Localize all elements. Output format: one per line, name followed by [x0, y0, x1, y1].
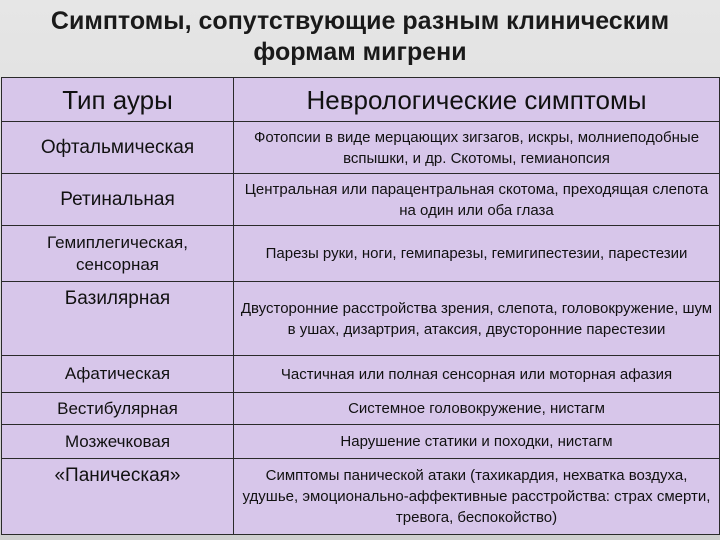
aura-type-cell: Офтальмическая — [2, 122, 234, 174]
table-row — [2, 393, 720, 425]
table-row — [2, 282, 720, 356]
symptom-cell: Центральная или парацентральная скотома, преходящая слепота на один или оба глаза — [234, 174, 720, 226]
header-neuro-symptoms: Неврологические симптомы — [234, 78, 720, 122]
symptom-cell: Двусторонние расстройства зрения, слепота, головокружение, шум в ушах, дизартрия, атаксия, двусторонние парестезии — [234, 282, 720, 356]
title-line-1: Симптомы, сопутствующие разным клиническим — [50, 7, 670, 35]
table-row — [2, 356, 720, 393]
symptom-cell: Системное головокружение, нистагм — [234, 393, 720, 425]
table-row — [2, 174, 720, 226]
symptoms-table — [1, 77, 720, 535]
table-row — [2, 459, 720, 535]
aura-type-cell: «Паническая» — [2, 459, 234, 535]
aura-type-cell: Ретинальная — [2, 174, 234, 226]
symptom-cell: Частичная или полная сенсорная или моторная афазия — [234, 356, 720, 393]
symptom-cell: Парезы руки, ноги, гемипарезы, гемигипестезии, парестезии — [234, 226, 720, 282]
title-line-2: формам мигрени — [253, 38, 467, 66]
symptom-cell: Симптомы панической атаки (тахикардия, нехватка воздуха, удушье, эмоционально-аффективные расстройства: страх смерти, тревога, беспокойство) — [234, 459, 720, 535]
aura-type-cell: Афатическая — [2, 356, 234, 393]
aura-type-cell: Вестибулярная — [2, 393, 234, 425]
symptom-cell: Фотопсии в виде мерцающих зигзагов, искры, молниеподобные вспышки, и др. Скотомы, гемианопсия — [234, 122, 720, 174]
symptom-cell: Нарушение статики и походки, нистагм — [234, 425, 720, 459]
table-row — [2, 425, 720, 459]
header-aura-type: Тип ауры — [2, 78, 234, 122]
aura-type-cell: Базилярная — [2, 282, 234, 356]
aura-type-cell: Мозжечковая — [2, 425, 234, 459]
table-row — [2, 226, 720, 282]
slide-title — [0, 6, 720, 68]
aura-type-cell: Гемиплегическая, сенсорная — [2, 226, 234, 282]
table-row — [2, 122, 720, 174]
table-header-row — [2, 78, 720, 122]
